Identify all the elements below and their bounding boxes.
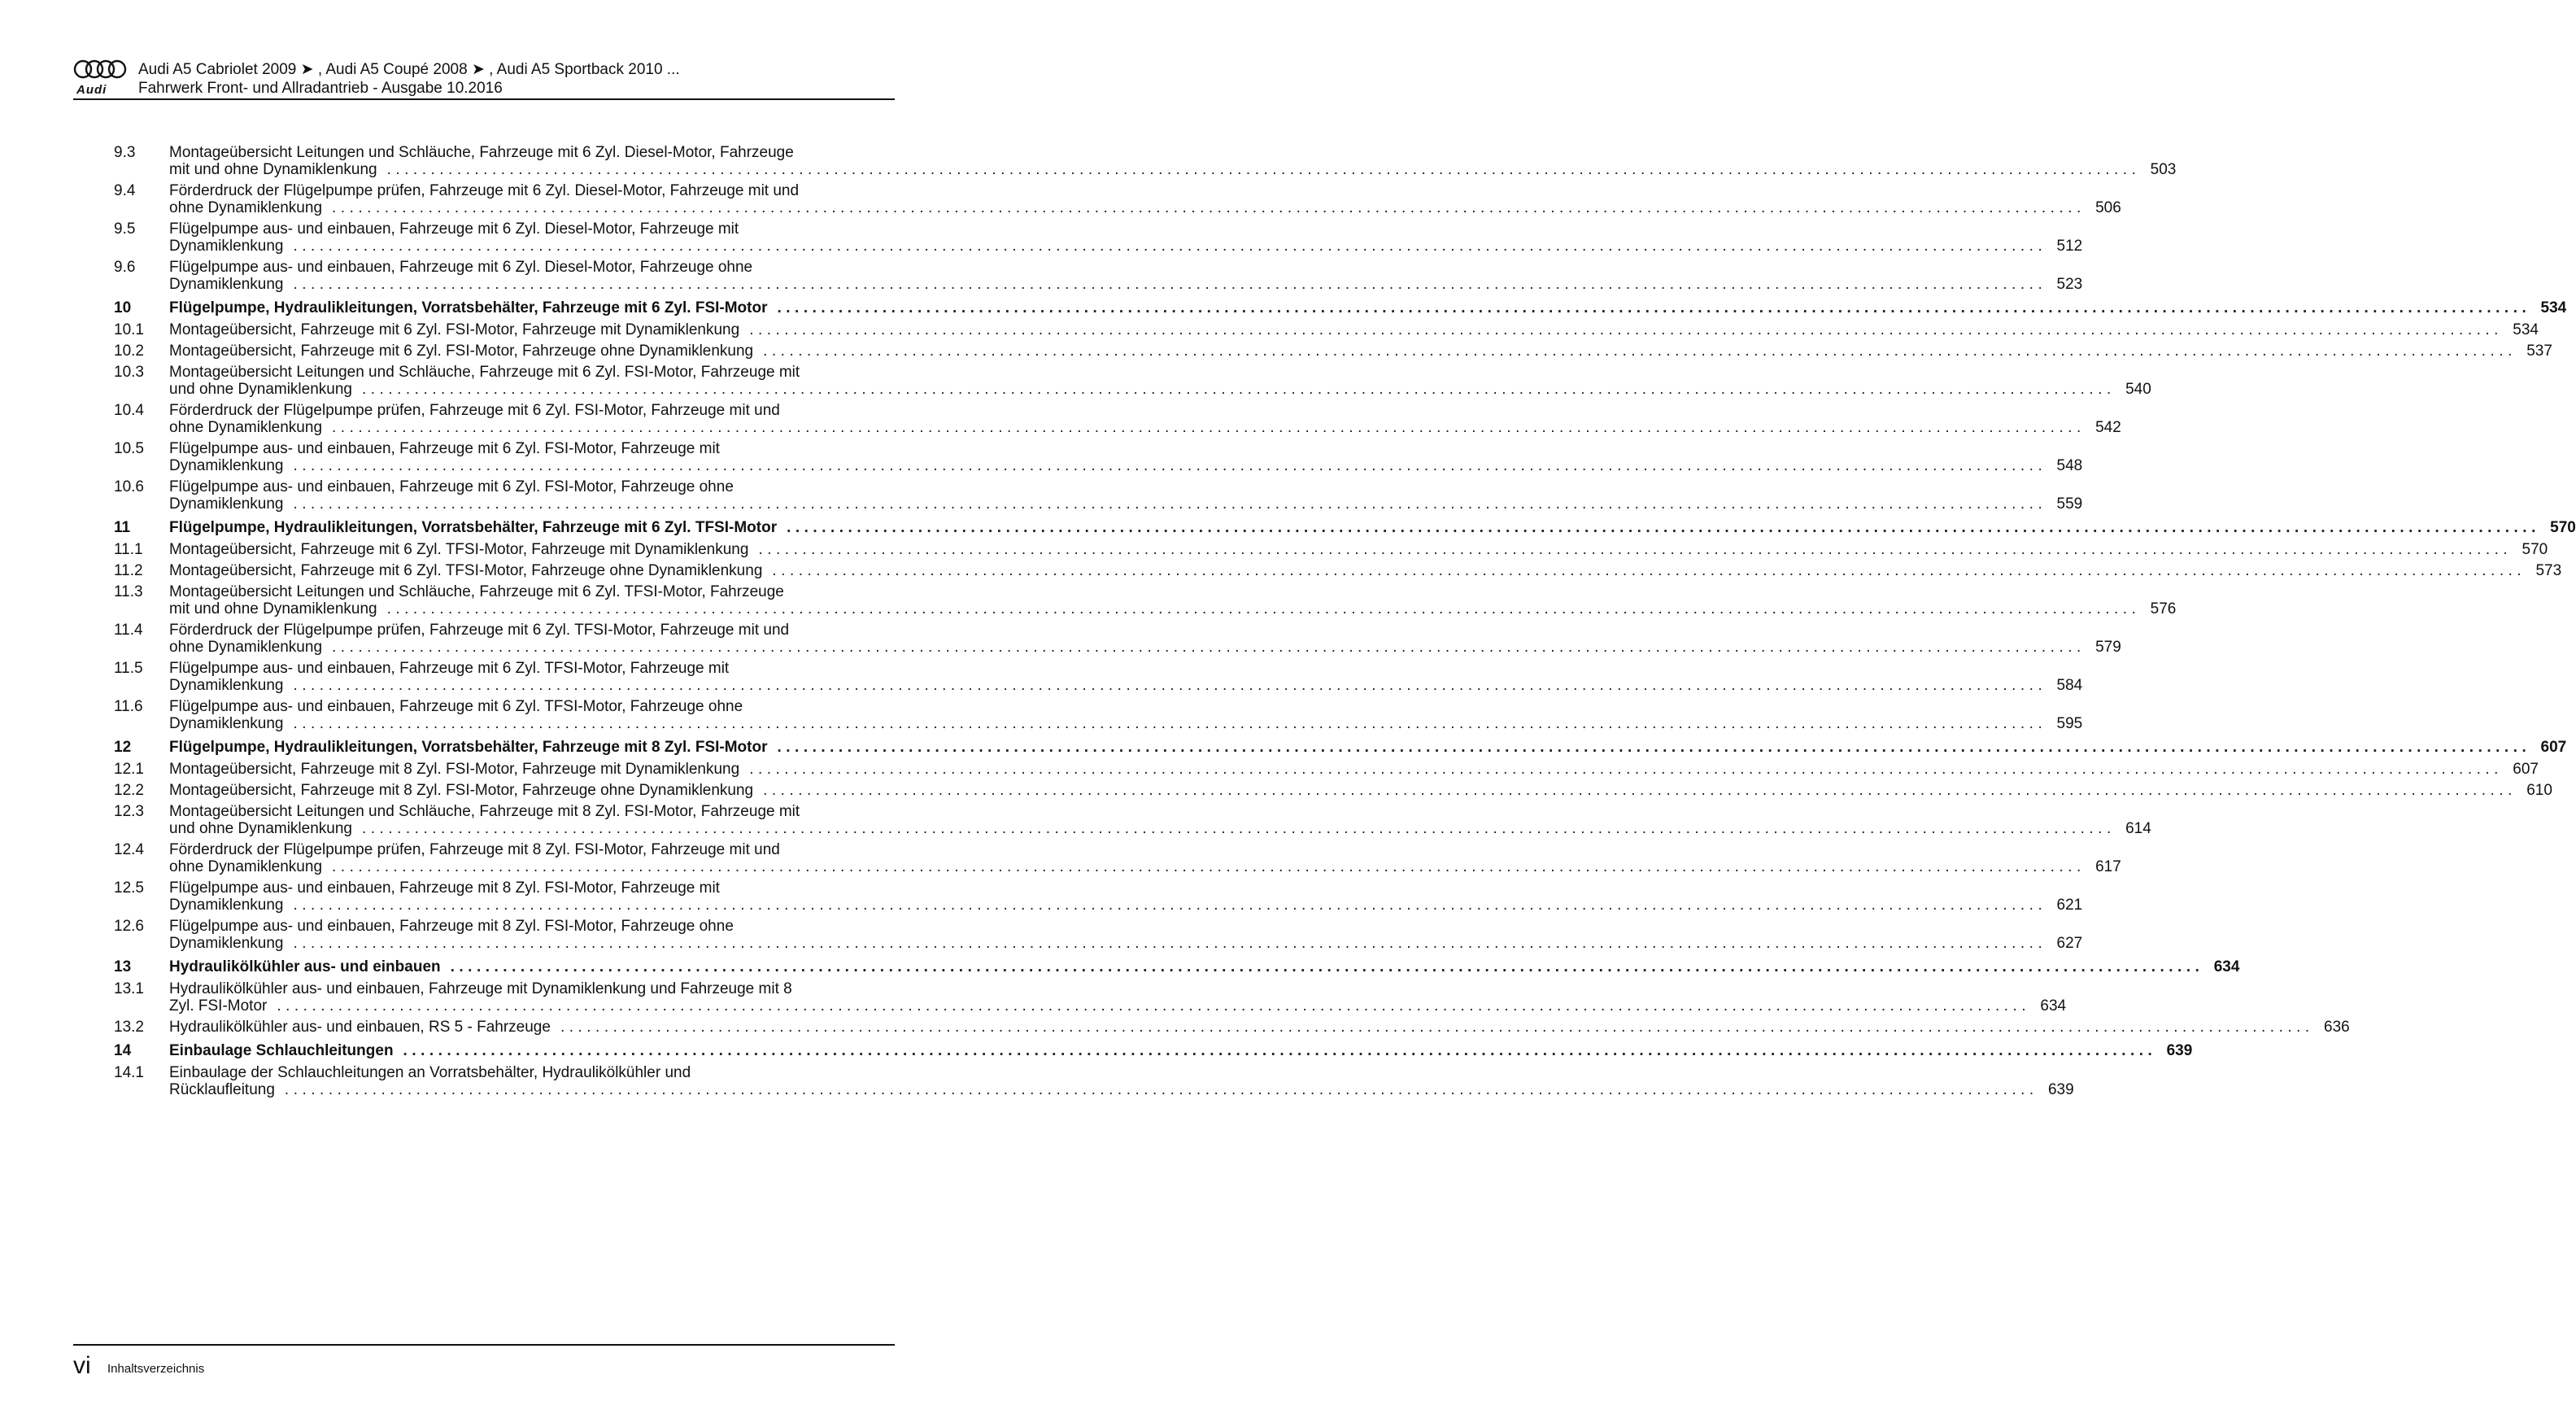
toc-number: 10.3 bbox=[114, 364, 144, 381]
toc-number: 9.5 bbox=[114, 220, 136, 238]
toc-title: Montageübersicht, Fahrzeuge mit 8 Zyl. FSI-Motor, Fahrzeuge mit Dynamiklenkung bbox=[169, 761, 740, 778]
dot-leader: ........................................................................................................................................................................................................ bbox=[293, 238, 2047, 255]
section-name: Inhaltsverzeichnis bbox=[107, 1362, 205, 1376]
toc-title: ohne Dynamiklenkung bbox=[169, 858, 323, 875]
toc-page-number: 579 bbox=[2095, 639, 2121, 656]
toc-page-number: 610 bbox=[2526, 782, 2552, 799]
toc-entry[interactable] bbox=[114, 918, 2083, 952]
dot-leader: ........................................................................................................................................................................................................ bbox=[403, 1042, 2157, 1059]
toc-entry[interactable] bbox=[114, 879, 2083, 914]
toc-page-number: 576 bbox=[2150, 600, 2177, 617]
toc-title-line: Flügelpumpe aus- und einbauen, Fahrzeuge mit 8 Zyl. FSI-Motor, Fahrzeuge ohne bbox=[169, 918, 734, 935]
toc-number: 10.4 bbox=[114, 402, 144, 419]
toc-entry[interactable] bbox=[114, 803, 2151, 837]
page-number: vi bbox=[73, 1352, 91, 1379]
toc-title: Dynamiklenkung bbox=[169, 715, 284, 732]
toc-page-number: 537 bbox=[2526, 343, 2552, 360]
toc-entry[interactable] bbox=[114, 1019, 2350, 1036]
toc-number: 10.2 bbox=[114, 343, 144, 360]
toc-number: 9.3 bbox=[114, 144, 136, 161]
toc-page-number: 512 bbox=[2056, 238, 2083, 255]
dot-leader: ........................................................................................................................................................................................................ bbox=[332, 639, 2086, 656]
dot-leader: ........................................................................................................................................................................................................ bbox=[749, 321, 2503, 338]
dot-leader: ........................................................................................................................................................................................................ bbox=[787, 519, 2540, 536]
toc-title-line: Montageübersicht Leitungen und Schläuche, Fahrzeuge mit 8 Zyl. FSI-Motor, Fahrzeuge mit bbox=[169, 803, 800, 820]
toc-entry[interactable] bbox=[114, 321, 2539, 338]
toc-title-line: Flügelpumpe aus- und einbauen, Fahrzeuge mit 6 Zyl. Diesel-Motor, Fahrzeuge mit bbox=[169, 220, 739, 238]
toc-entry[interactable] bbox=[114, 622, 2121, 656]
dot-leader: ........................................................................................................................................................................................................ bbox=[293, 495, 2047, 513]
dot-leader: ........................................................................................................................................................................................................ bbox=[362, 820, 2116, 837]
toc-number: 10 bbox=[114, 299, 132, 316]
dot-leader: ........................................................................................................................................................................................................ bbox=[772, 562, 2526, 579]
toc-title-line: Montageübersicht Leitungen und Schläuche, Fahrzeuge mit 6 Zyl. FSI-Motor, Fahrzeuge mit bbox=[169, 364, 800, 381]
dot-leader: ........................................................................................................................................................................................................ bbox=[763, 782, 2517, 799]
toc-title: Zyl. FSI-Motor bbox=[169, 997, 268, 1015]
toc-title-line: Flügelpumpe aus- und einbauen, Fahrzeuge mit 6 Zyl. Diesel-Motor, Fahrzeuge ohne bbox=[169, 259, 753, 276]
toc-number: 10.5 bbox=[114, 440, 144, 457]
toc-title: Flügelpumpe, Hydraulikleitungen, Vorratsbehälter, Fahrzeuge mit 6 Zyl. FSI-Motor bbox=[169, 299, 768, 316]
toc-title: Hydraulikölkühler aus- und einbauen bbox=[169, 958, 441, 975]
toc-title-line: Flügelpumpe aus- und einbauen, Fahrzeuge mit 6 Zyl. FSI-Motor, Fahrzeuge ohne bbox=[169, 478, 734, 495]
toc-title-line: Flügelpumpe aus- und einbauen, Fahrzeuge mit 6 Zyl. TFSI-Motor, Fahrzeuge ohne bbox=[169, 698, 743, 715]
toc-title: ohne Dynamiklenkung bbox=[169, 419, 323, 436]
audi-wordmark: Audi bbox=[76, 83, 107, 97]
dot-leader: ........................................................................................................................................................................................................ bbox=[777, 739, 2531, 756]
toc-title: Einbaulage Schlauchleitungen bbox=[169, 1042, 394, 1059]
header-title: Audi A5 Cabriolet 2009 ➤ , Audi A5 Coupé 2008 ➤ , Audi A5 Sportback 2010 ... bbox=[138, 61, 680, 78]
toc-title: Montageübersicht, Fahrzeuge mit 6 Zyl. TFSI-Motor, Fahrzeuge mit Dynamiklenkung bbox=[169, 541, 749, 558]
toc-number: 11.1 bbox=[114, 541, 143, 558]
page-footer bbox=[73, 1344, 895, 1393]
toc-title: Hydraulikölkühler aus- und einbauen, RS 5 - Fahrzeuge bbox=[169, 1019, 551, 1036]
toc-title: Montageübersicht, Fahrzeuge mit 6 Zyl. TFSI-Motor, Fahrzeuge ohne Dynamiklenkung bbox=[169, 562, 763, 579]
dot-leader: ........................................................................................................................................................................................................ bbox=[293, 935, 2047, 952]
toc-page-number: 506 bbox=[2095, 199, 2121, 216]
toc-number: 9.6 bbox=[114, 259, 136, 276]
toc-number: 12.2 bbox=[114, 782, 144, 799]
dot-leader: ........................................................................................................................................................................................................ bbox=[777, 299, 2531, 316]
toc-entry[interactable] bbox=[114, 562, 2562, 579]
toc-entry[interactable] bbox=[114, 220, 2083, 255]
toc-number: 12.3 bbox=[114, 803, 144, 820]
footer-divider bbox=[73, 1344, 895, 1346]
toc-number: 11.6 bbox=[114, 698, 143, 715]
toc-entry[interactable] bbox=[114, 402, 2121, 436]
dot-leader: ........................................................................................................................................................................................................ bbox=[332, 199, 2086, 216]
table-of-contents bbox=[114, 144, 2576, 1102]
toc-entry[interactable] bbox=[114, 761, 2539, 778]
audi-logo bbox=[73, 59, 130, 98]
toc-title-line: Förderdruck der Flügelpumpe prüfen, Fahrzeuge mit 6 Zyl. FSI-Motor, Fahrzeuge mit und bbox=[169, 402, 780, 419]
toc-chapter[interactable] bbox=[114, 958, 2240, 975]
dot-leader: ........................................................................................................................................................................................................ bbox=[277, 997, 2031, 1015]
toc-number: 13.1 bbox=[114, 980, 144, 997]
dot-leader: ........................................................................................................................................................................................................ bbox=[284, 1081, 2038, 1098]
toc-page-number: 636 bbox=[2324, 1019, 2350, 1036]
toc-page-number: 595 bbox=[2056, 715, 2083, 732]
toc-title: Dynamiklenkung bbox=[169, 677, 284, 694]
toc-number: 13.2 bbox=[114, 1019, 144, 1036]
toc-chapter[interactable] bbox=[114, 739, 2567, 756]
dot-leader: ........................................................................................................................................................................................................ bbox=[560, 1019, 2314, 1036]
toc-number: 11 bbox=[114, 519, 131, 536]
toc-page-number: 607 bbox=[2540, 739, 2567, 756]
toc-title: Flügelpumpe, Hydraulikleitungen, Vorratsbehälter, Fahrzeuge mit 6 Zyl. TFSI-Motor bbox=[169, 519, 778, 536]
toc-page-number: 639 bbox=[2166, 1042, 2193, 1059]
toc-title: mit und ohne Dynamiklenkung bbox=[169, 161, 377, 178]
dot-leader: ........................................................................................................................................................................................................ bbox=[293, 715, 2047, 732]
page-header bbox=[73, 57, 895, 99]
toc-entry[interactable] bbox=[114, 440, 2083, 474]
toc-number: 10.6 bbox=[114, 478, 144, 495]
toc-number: 14.1 bbox=[114, 1064, 144, 1081]
toc-entry[interactable] bbox=[114, 259, 2083, 293]
toc-page-number: 584 bbox=[2056, 677, 2083, 694]
toc-title-line: Förderdruck der Flügelpumpe prüfen, Fahrzeuge mit 6 Zyl. TFSI-Motor, Fahrzeuge mit und bbox=[169, 622, 790, 639]
toc-page-number: 570 bbox=[2522, 541, 2548, 558]
toc-title: Dynamiklenkung bbox=[169, 935, 284, 952]
toc-page-number: 559 bbox=[2056, 495, 2083, 513]
toc-number: 11.4 bbox=[114, 622, 143, 639]
toc-title-line: Einbaulage der Schlauchleitungen an Vorratsbehälter, Hydraulikölkühler und bbox=[169, 1064, 691, 1081]
toc-entry[interactable] bbox=[114, 541, 2548, 558]
toc-title-line: Förderdruck der Flügelpumpe prüfen, Fahrzeuge mit 6 Zyl. Diesel-Motor, Fahrzeuge mit und bbox=[169, 182, 800, 199]
toc-number: 12.5 bbox=[114, 879, 144, 897]
header-subtitle: Fahrwerk Front- und Allradantrieb - Ausgabe 10.2016 bbox=[138, 80, 503, 97]
toc-entry[interactable] bbox=[114, 343, 2552, 360]
toc-page-number: 523 bbox=[2056, 276, 2083, 293]
toc-page-number: 634 bbox=[2213, 958, 2240, 975]
toc-number: 10.1 bbox=[114, 321, 144, 338]
toc-title: Dynamiklenkung bbox=[169, 276, 284, 293]
toc-page-number: 621 bbox=[2056, 897, 2083, 914]
toc-title: ohne Dynamiklenkung bbox=[169, 199, 323, 216]
toc-title-line: Flügelpumpe aus- und einbauen, Fahrzeuge mit 6 Zyl. TFSI-Motor, Fahrzeuge mit bbox=[169, 660, 730, 677]
toc-number: 11.5 bbox=[114, 660, 143, 677]
dot-leader: ........................................................................................................................................................................................................ bbox=[386, 600, 2141, 617]
toc-number: 12.6 bbox=[114, 918, 144, 935]
dot-leader: ........................................................................................................................................................................................................ bbox=[332, 858, 2086, 875]
toc-entry[interactable] bbox=[114, 364, 2151, 398]
toc-entry[interactable] bbox=[114, 782, 2552, 799]
toc-title-line: Montageübersicht Leitungen und Schläuche, Fahrzeuge mit 6 Zyl. Diesel-Motor, Fahrzeuge bbox=[169, 144, 794, 161]
header-divider bbox=[73, 98, 895, 100]
dot-leader: ........................................................................................................................................................................................................ bbox=[293, 677, 2047, 694]
toc-page-number: 503 bbox=[2150, 161, 2177, 178]
toc-page-number: 542 bbox=[2095, 419, 2121, 436]
toc-page-number: 534 bbox=[2540, 299, 2567, 316]
toc-entry[interactable] bbox=[114, 144, 2177, 178]
toc-title: Dynamiklenkung bbox=[169, 238, 284, 255]
toc-title: Dynamiklenkung bbox=[169, 457, 284, 474]
toc-title: Rücklaufleitung bbox=[169, 1081, 275, 1098]
toc-title: Montageübersicht, Fahrzeuge mit 6 Zyl. FSI-Motor, Fahrzeuge ohne Dynamiklenkung bbox=[169, 343, 754, 360]
toc-title-line: Hydraulikölkühler aus- und einbauen, Fahrzeuge mit Dynamiklenkung und Fahrzeuge mit 8 bbox=[169, 980, 792, 997]
toc-number: 12.1 bbox=[114, 761, 144, 778]
toc-title: und ohne Dynamiklenkung bbox=[169, 381, 352, 398]
toc-title: Montageübersicht, Fahrzeuge mit 6 Zyl. FSI-Motor, Fahrzeuge mit Dynamiklenkung bbox=[169, 321, 740, 338]
toc-title: und ohne Dynamiklenkung bbox=[169, 820, 352, 837]
toc-number: 11.2 bbox=[114, 562, 143, 579]
dot-leader: ........................................................................................................................................................................................................ bbox=[763, 343, 2517, 360]
toc-number: 12 bbox=[114, 739, 132, 756]
toc-title-line: Förderdruck der Flügelpumpe prüfen, Fahrzeuge mit 8 Zyl. FSI-Motor, Fahrzeuge mit und bbox=[169, 841, 780, 858]
toc-chapter[interactable] bbox=[114, 519, 2576, 536]
toc-page-number: 607 bbox=[2513, 761, 2539, 778]
toc-number: 13 bbox=[114, 958, 132, 975]
dot-leader: ........................................................................................................................................................................................................ bbox=[450, 958, 2204, 975]
dot-leader: ........................................................................................................................................................................................................ bbox=[749, 761, 2503, 778]
toc-page-number: 617 bbox=[2095, 858, 2121, 875]
toc-page-number: 548 bbox=[2056, 457, 2083, 474]
toc-entry[interactable] bbox=[114, 1064, 2074, 1098]
toc-title: Dynamiklenkung bbox=[169, 897, 284, 914]
toc-page-number: 614 bbox=[2125, 820, 2151, 837]
toc-page-number: 570 bbox=[2550, 519, 2576, 536]
toc-title-line: Flügelpumpe aus- und einbauen, Fahrzeuge mit 8 Zyl. FSI-Motor, Fahrzeuge mit bbox=[169, 879, 720, 897]
toc-page-number: 627 bbox=[2056, 935, 2083, 952]
dot-leader: ........................................................................................................................................................................................................ bbox=[293, 897, 2047, 914]
toc-chapter[interactable] bbox=[114, 1042, 2193, 1059]
toc-entry[interactable] bbox=[114, 478, 2083, 513]
dot-leader: ........................................................................................................................................................................................................ bbox=[758, 541, 2513, 558]
toc-title: Montageübersicht, Fahrzeuge mit 8 Zyl. FSI-Motor, Fahrzeuge ohne Dynamiklenkung bbox=[169, 782, 754, 799]
toc-number: 11.3 bbox=[114, 583, 143, 600]
toc-title-line: Flügelpumpe aus- und einbauen, Fahrzeuge mit 6 Zyl. FSI-Motor, Fahrzeuge mit bbox=[169, 440, 720, 457]
toc-entry[interactable] bbox=[114, 583, 2177, 617]
toc-number: 9.4 bbox=[114, 182, 136, 199]
toc-title: mit und ohne Dynamiklenkung bbox=[169, 600, 377, 617]
toc-title-line: Montageübersicht Leitungen und Schläuche, Fahrzeuge mit 6 Zyl. TFSI-Motor, Fahrzeuge bbox=[169, 583, 784, 600]
toc-page-number: 540 bbox=[2125, 381, 2151, 398]
dot-leader: ........................................................................................................................................................................................................ bbox=[293, 276, 2047, 293]
toc-page-number: 573 bbox=[2535, 562, 2562, 579]
toc-page-number: 634 bbox=[2040, 997, 2067, 1015]
toc-title: Dynamiklenkung bbox=[169, 495, 284, 513]
dot-leader: ........................................................................................................................................................................................................ bbox=[293, 457, 2047, 474]
toc-number: 12.4 bbox=[114, 841, 144, 858]
dot-leader: ........................................................................................................................................................................................................ bbox=[386, 161, 2141, 178]
toc-page-number: 534 bbox=[2513, 321, 2539, 338]
toc-entry[interactable] bbox=[114, 698, 2083, 732]
toc-entry[interactable] bbox=[114, 841, 2121, 875]
toc-entry[interactable] bbox=[114, 660, 2083, 694]
toc-chapter[interactable] bbox=[114, 299, 2567, 316]
toc-title: Flügelpumpe, Hydraulikleitungen, Vorratsbehälter, Fahrzeuge mit 8 Zyl. FSI-Motor bbox=[169, 739, 768, 756]
audi-rings-icon bbox=[73, 59, 129, 80]
toc-page-number: 639 bbox=[2047, 1081, 2074, 1098]
toc-entry[interactable] bbox=[114, 182, 2121, 216]
dot-leader: ........................................................................................................................................................................................................ bbox=[332, 419, 2086, 436]
toc-title: ohne Dynamiklenkung bbox=[169, 639, 323, 656]
toc-number: 14 bbox=[114, 1042, 132, 1059]
toc-entry[interactable] bbox=[114, 980, 2067, 1015]
dot-leader: ........................................................................................................................................................................................................ bbox=[362, 381, 2116, 398]
